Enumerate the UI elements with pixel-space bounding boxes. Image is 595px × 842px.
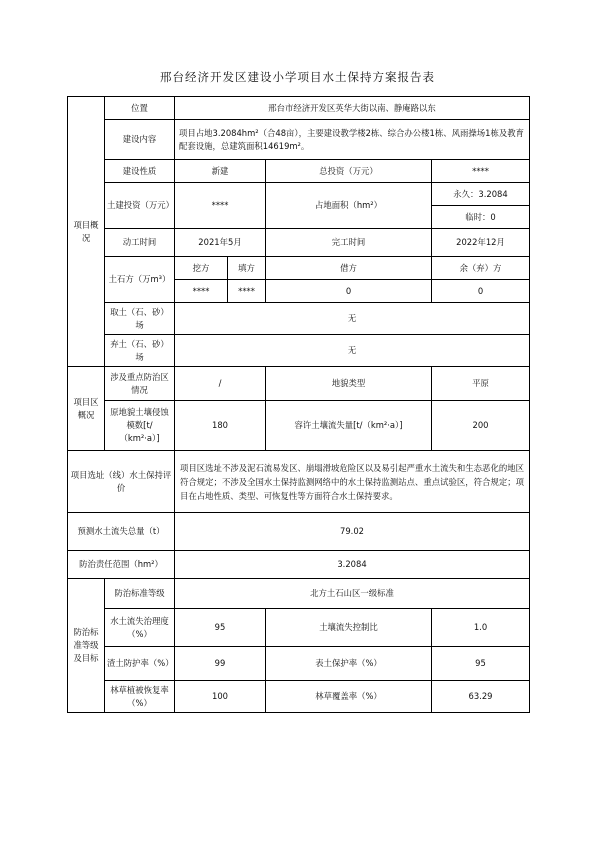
location-value: 邢台市经济开发区英华大街以南、静庵路以东 xyxy=(175,97,530,120)
borrow-value: 0 xyxy=(266,280,432,303)
landform-value: 平原 xyxy=(432,367,530,401)
section-region: 项目区概况 xyxy=(68,367,105,451)
ratio-label: 土壤流失控制比 xyxy=(266,609,432,647)
content-label: 建设内容 xyxy=(105,120,175,160)
civil-label: 土建投资（万元） xyxy=(105,183,175,229)
area-permanent: 永久：3.2084 xyxy=(432,183,530,206)
area-label: 占地面积（hm²） xyxy=(266,183,432,229)
erosion-value: 180 xyxy=(175,401,266,451)
evaluation-label: 项目选址（线）水土保持评价 xyxy=(68,451,175,513)
civil-value: **** xyxy=(175,183,266,229)
spoil-label: 余（弃）方 xyxy=(432,257,530,280)
earth-label: 土石方（万m³） xyxy=(105,257,175,303)
report-table xyxy=(67,96,530,713)
invest-label: 总投资（万元） xyxy=(266,160,432,183)
standard-label: 防治标准等级 xyxy=(105,579,175,609)
spoil-site-label: 弃土（石、砂）场 xyxy=(105,335,175,367)
spoil-site-value: 无 xyxy=(175,335,530,367)
topsoil-value: 95 xyxy=(432,647,530,681)
loss-value: 79.02 xyxy=(175,513,530,551)
slag-value: 99 xyxy=(175,647,266,681)
content-value: 项目占地3.2084hm²（合48亩），主要建设教学楼2栋、综合办公楼1栋、风雨操场1栋及教育配套设施，总建筑面积14619m²。 xyxy=(175,120,530,160)
invest-value: **** xyxy=(432,160,530,183)
erosion-label: 原地貌土壤侵蚀模数[t/（km²·a）] xyxy=(105,401,175,451)
allowable-value: 200 xyxy=(432,401,530,451)
cover-label: 林草覆盖率（%） xyxy=(266,681,432,713)
degree-label: 水土流失治理度（%） xyxy=(105,609,175,647)
section-overview: 项目概况 xyxy=(68,97,105,367)
cut-value: **** xyxy=(175,280,228,303)
ratio-value: 1.0 xyxy=(432,609,530,647)
nature-value: 新建 xyxy=(175,160,266,183)
degree-value: 95 xyxy=(175,609,266,647)
nature-label: 建设性质 xyxy=(105,160,175,183)
landform-label: 地貌类型 xyxy=(266,367,432,401)
scope-value: 3.2084 xyxy=(175,551,530,579)
borrow-site-label: 取土（石、砂）场 xyxy=(105,303,175,335)
page-title: 邢台经济开发区建设小学项目水土保持方案报告表 xyxy=(160,70,435,84)
veg-value: 100 xyxy=(175,681,266,713)
fill-value: **** xyxy=(228,280,266,303)
key-area-label: 涉及重点防治区情况 xyxy=(105,367,175,401)
location-label: 位置 xyxy=(105,97,175,120)
allowable-label: 容许土壤流失量[t/（km²·a）] xyxy=(266,401,432,451)
section-targets: 防治标准等级及目标 xyxy=(68,579,105,713)
borrow-label: 借方 xyxy=(266,257,432,280)
topsoil-label: 表土保护率（%） xyxy=(266,647,432,681)
scope-label: 防治责任范围（hm²） xyxy=(68,551,175,579)
slag-label: 渣土防护率（%） xyxy=(105,647,175,681)
end-label: 完工时间 xyxy=(266,229,432,257)
spoil-value: 0 xyxy=(432,280,530,303)
veg-label: 林草植被恢复率（%） xyxy=(105,681,175,713)
area-temporary: 临时：0 xyxy=(432,206,530,229)
cover-value: 63.29 xyxy=(432,681,530,713)
cut-label: 挖方 xyxy=(175,257,228,280)
start-label: 动工时间 xyxy=(105,229,175,257)
borrow-site-value: 无 xyxy=(175,303,530,335)
key-area-value: / xyxy=(175,367,266,401)
loss-label: 预测水土流失总量（t） xyxy=(68,513,175,551)
start-value: 2021年5月 xyxy=(175,229,266,257)
evaluation-text: 项目区选址不涉及泥石流易发区、崩塌滑坡危险区以及易引起严重水土流失和生态恶化的地区符合规定；不涉及全国水土保持监测网络中的水土保持监测站点、重点试验区，符合规定；项目在占地性质、类型、可恢复性等方面符合水土保持要求。 xyxy=(175,451,530,513)
end-value: 2022年12月 xyxy=(432,229,530,257)
standard-value: 北方土石山区一级标准 xyxy=(175,579,530,609)
fill-label: 填方 xyxy=(228,257,266,280)
